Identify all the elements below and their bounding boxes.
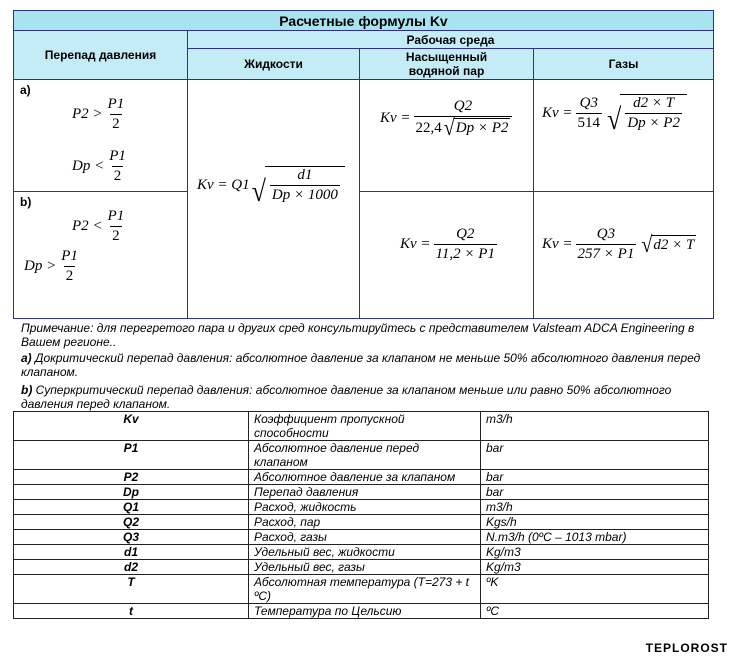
variable-description: Удельный вес, газы xyxy=(249,560,481,575)
variable-description: Удельный вес, жидкости xyxy=(249,545,481,560)
variable-unit: m3/h xyxy=(481,412,709,441)
formula-liquid: Kv = Q1 √ $\frac{d1}{Dp \times 1000}$ xyxy=(197,166,345,204)
table-row xyxy=(14,530,709,545)
formula-gas-a: Kv = $\frac{Q3}{514}$ √ $\frac{d2 \times T}{Dp \times P2}$ xyxy=(542,94,687,132)
table-row xyxy=(14,545,709,560)
header-pressure-drop: Перепад давления xyxy=(14,31,188,80)
variable-symbol: Q3 xyxy=(14,530,249,545)
variable-symbol: d1 xyxy=(14,545,249,560)
variable-description: Расход, газы xyxy=(249,530,481,545)
header-working-medium: Рабочая среда xyxy=(188,31,714,49)
table-title: Расчетные формулы Kv xyxy=(14,11,714,31)
note-a-label: а) xyxy=(21,351,32,365)
steam-formula-b-cell xyxy=(360,192,534,319)
row-a-conditions xyxy=(14,80,188,192)
variable-symbol: d2 xyxy=(14,560,249,575)
note-b xyxy=(21,383,701,411)
variable-unit: ºK xyxy=(481,575,709,604)
steam-formula-a-cell xyxy=(360,80,534,192)
formula-b-cond1: P2 < $\frac{P1}{2}$ xyxy=(72,208,125,244)
formula-steam-a: Kv = Q2 22,4 √ Dp × P2 xyxy=(380,98,515,138)
variable-symbol: Q2 xyxy=(14,515,249,530)
table-row xyxy=(14,560,709,575)
variable-unit: Kgs/h xyxy=(481,515,709,530)
header-liquids: Жидкости xyxy=(188,49,360,80)
variable-unit: bar xyxy=(481,441,709,470)
note-a xyxy=(21,351,701,379)
gas-formula-b-cell xyxy=(534,192,714,319)
note-b-label: b) xyxy=(21,383,33,397)
table-row xyxy=(14,575,709,604)
note-consult: Примечание: для перегретого пара и других сред консультируйтесь с представителем Valsteam ADCA Engineering в Вашем регионе.. xyxy=(21,321,695,349)
header-steam: Насыщенный водяной пар xyxy=(360,49,534,80)
watermark: TEPLOROST xyxy=(645,641,728,655)
variable-unit: bar xyxy=(481,485,709,500)
formula-steam-b: Kv = $\frac{Q2}{11,2 \times P1}$ xyxy=(400,226,495,262)
variable-symbol: P2 xyxy=(14,470,249,485)
table-row xyxy=(14,470,709,485)
variable-description: Расход, пар xyxy=(249,515,481,530)
table-row xyxy=(14,485,709,500)
variable-description: Абсолютное давление за клапаном xyxy=(249,470,481,485)
variable-description: Расход, жидкость xyxy=(249,500,481,515)
variable-unit: ºC xyxy=(481,604,709,619)
variable-symbol: T xyxy=(14,575,249,604)
header-gases: Газы xyxy=(534,49,714,80)
variable-symbol: P1 xyxy=(14,441,249,470)
formula-a-cond1: P2 > $\frac{P1}{2}$ xyxy=(72,96,125,132)
variable-description: Температура по Цельсию xyxy=(249,604,481,619)
variables-table xyxy=(13,411,709,619)
formula-table xyxy=(13,10,714,319)
table-row xyxy=(14,412,709,441)
gas-formula-a-cell xyxy=(534,80,714,192)
variable-symbol: Dp xyxy=(14,485,249,500)
formula-b-cond2: Dp > $\frac{P1}{2}$ xyxy=(24,248,78,284)
note-b-text: Суперкритический перепад давления: абсолютное давление за клапаном меньше или равно 50% абсолютного давления перед клапаном. xyxy=(21,383,672,411)
note-a-text: Докритический перепад давления: абсолютное давление за клапаном не меньше 50% абсолютного давления перед клапаном. xyxy=(21,351,701,379)
variable-unit: bar xyxy=(481,470,709,485)
variable-unit: m3/h xyxy=(481,500,709,515)
variable-symbol: t xyxy=(14,604,249,619)
liquid-formula-cell xyxy=(188,80,360,319)
variable-symbol: Q1 xyxy=(14,500,249,515)
row-a-label: а) xyxy=(20,83,31,97)
variable-description: Коэффициент пропускной способности xyxy=(249,412,481,441)
table-row xyxy=(14,515,709,530)
formula-gas-b: Kv = $\frac{Q3}{257 \times P1}$ √ d2 × T xyxy=(542,226,695,262)
variable-description: Перепад давления xyxy=(249,485,481,500)
table-row xyxy=(14,500,709,515)
variable-symbol: Kv xyxy=(14,412,249,441)
table-row xyxy=(14,604,709,619)
variable-unit: Kg/m3 xyxy=(481,560,709,575)
row-b-conditions xyxy=(14,192,188,319)
row-b-label: b) xyxy=(20,195,32,209)
variable-unit: Kg/m3 xyxy=(481,545,709,560)
table-row xyxy=(14,441,709,470)
variable-description: Абсолютное давление перед клапаном xyxy=(249,441,481,470)
variable-description: Абсолютная температура (T=273 + t ºC) xyxy=(249,575,481,604)
variable-unit: N.m3/h (0ºC – 1013 mbar) xyxy=(481,530,709,545)
formula-a-cond2: Dp < $\frac{P1}{2}$ xyxy=(72,148,126,184)
